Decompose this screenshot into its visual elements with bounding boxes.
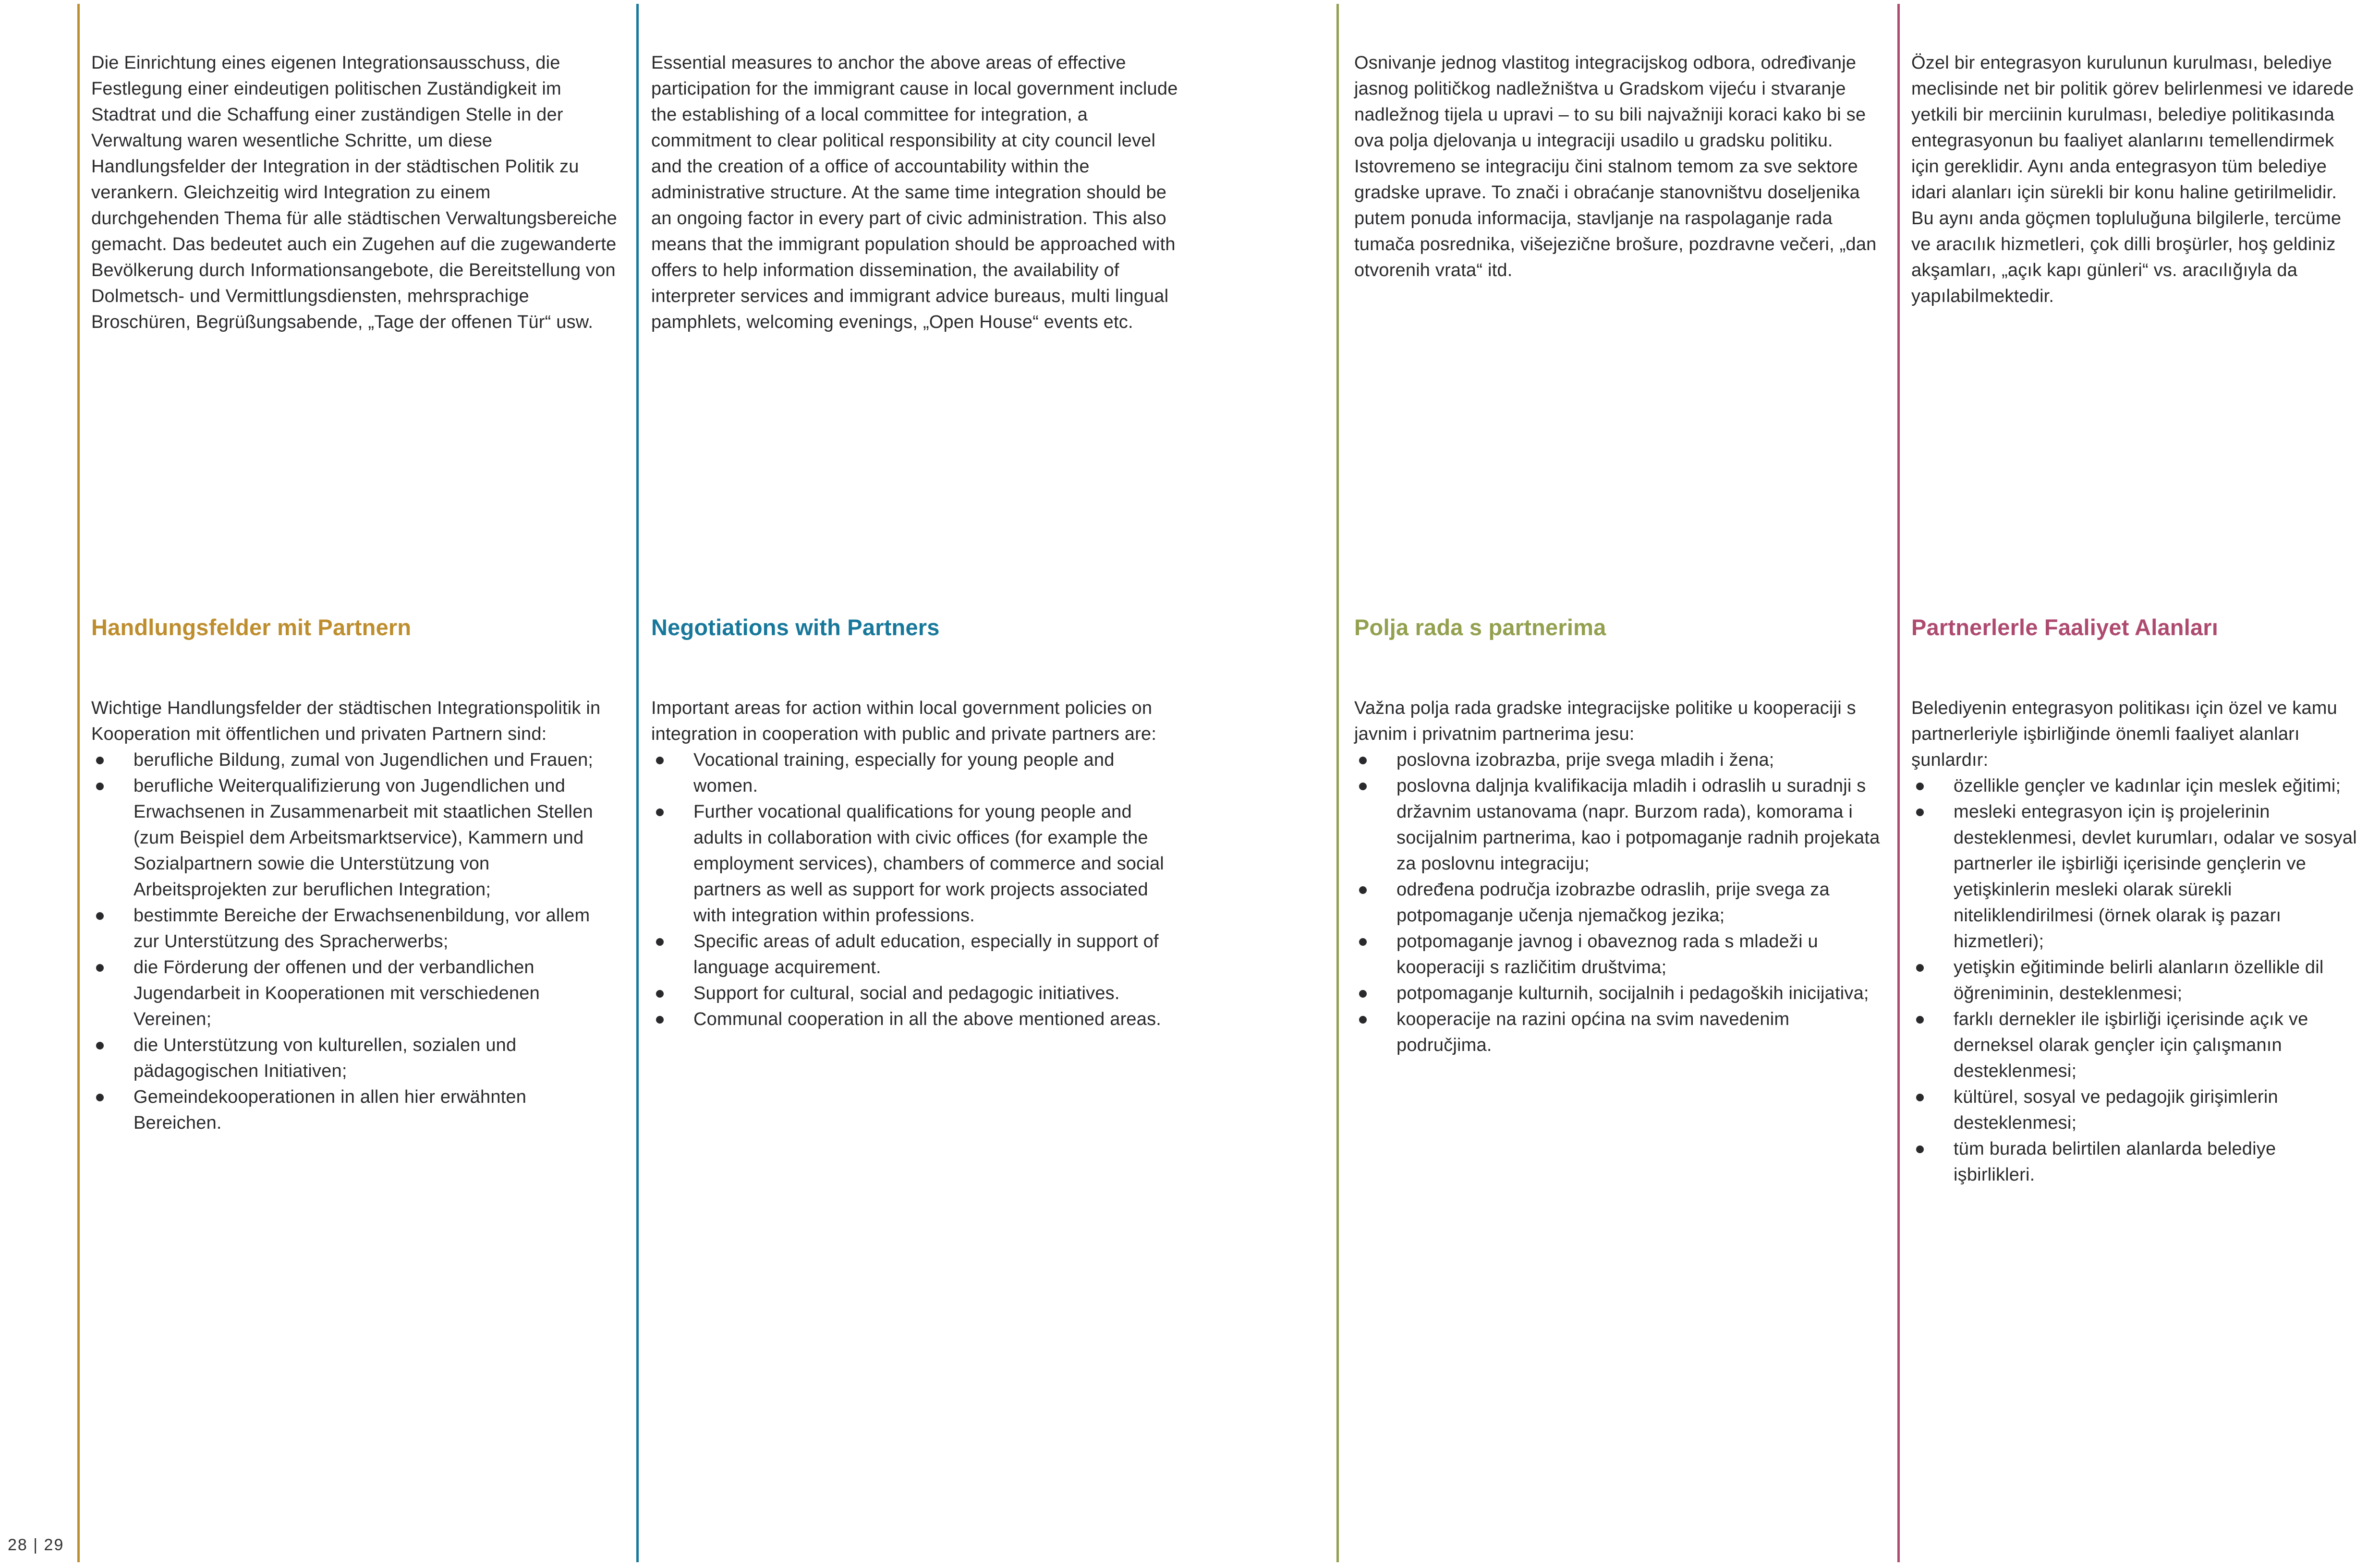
list-item: Communal cooperation in all the above mentioned areas. (651, 1006, 1179, 1032)
list-item: potpomaganje kulturnih, socijalnih i pedagoških inicijativa; (1354, 980, 1885, 1006)
page-number: 28 | 29 (8, 1536, 64, 1554)
list-item: Specific areas of adult education, especially in support of language acquirement. (651, 929, 1179, 980)
section-heading: Polja rada s partnerima (1354, 615, 1606, 640)
list-item: özellikle gençler ve kadınlar için meslek eğitimi; (1911, 773, 2358, 799)
accent-rule-german (77, 4, 80, 1562)
list-item: kooperacije na razini općina na svim navedenim područjima. (1354, 1006, 1885, 1058)
list-item: Support for cultural, social and pedagogic initiatives. (651, 980, 1179, 1006)
section-heading: Negotiations with Partners (651, 615, 940, 640)
partners-section (1354, 695, 1885, 1058)
list-item: farklı dernekler ile işbirliği içerisinde açık ve derneksel olarak gençler için çalışmanın desteklenmesi; (1911, 1006, 2358, 1084)
list-item: berufliche Bildung, zumal von Jugendlichen und Frauen; (91, 747, 617, 773)
list-item: yetişkin eğitiminde belirli alanların özellikle dil öğreniminin, desteklenmesi; (1911, 954, 2358, 1006)
list-item: određena područja izobrazbe odraslih, prije svega za potpomaganje učenja njemačkog jezika; (1354, 877, 1885, 929)
list-intro-paragraph: Važna polja rada gradske integracijske politike u kooperaciji s javnim i privatnim partnerima jesu: (1354, 698, 1856, 744)
section-heading: Partnerlerle Faaliyet Alanları (1911, 615, 2219, 640)
column-german (91, 0, 617, 1568)
column-croatian (1354, 0, 1885, 1568)
list-item: potpomaganje javnog i obaveznog rada s mladeži u kooperaciji s različitim društvima; (1354, 929, 1885, 980)
list-item: bestimmte Bereiche der Erwachsenenbildung, vor allem zur Unterstützung des Spracherwerbs; (91, 903, 617, 954)
column-english (651, 0, 1179, 1568)
intro-paragraph: Osnivanje jednog vlastitog integracijskog odbora, određivanje jasnog političkog nadležništva u Gradskom vijeću i stvaranje nadležnog tijela u upravi – to su bili najvažniji koraci kako bi se ova polja djelovanja u integraciji usadilo u gradsku politiku. Istovremeno se integraciju čini stalnom temom za sve sektore gradske uprave. To znači i obraćanje stanovništvu doseljenika putem ponuda informacija, stavljanje na raspolaganje rada tumača posrednika, višejezične brošure, pozdravne večeri, „dan otvorenih vrata“ itd. (1354, 53, 1877, 280)
partners-section (91, 695, 617, 1136)
partners-section (651, 695, 1179, 1032)
list-intro-paragraph: Important areas for action within local government policies on integration in cooperation with public and private partners are: (651, 698, 1157, 744)
list-item: Gemeindekooperationen in allen hier erwähnten Bereichen. (91, 1084, 617, 1136)
accent-rule-turkish (1897, 4, 1900, 1562)
bullet-list (1911, 773, 2358, 1188)
list-item: tüm burada belirtilen alanlarda belediye işbirlikleri. (1911, 1136, 2358, 1188)
list-item: die Unterstützung von kulturellen, sozialen und pädagogischen Initiativen; (91, 1032, 617, 1084)
accent-rule-english (636, 4, 639, 1562)
list-item: die Förderung der offenen und der verbandlichen Jugendarbeit in Kooperationen mit verschiedenen Vereinen; (91, 954, 617, 1032)
list-item: mesleki entegrasyon için iş projelerinin desteklenmesi, devlet kurumları, odalar ve sosyal partnerler ile işbirliği içerisinde gençlerin ve yetişkinlerin mesleki olarak sürekli niteliklendirilmesi (örnek olarak iş pazarı hizmetleri); (1911, 799, 2358, 954)
intro-paragraph: Essential measures to anchor the above areas of effective participation for the immigrant cause in local government include the establishing of a local committee for integration, a commitment to clear political responsibility at city council level and the creation of a office of accountability within the administrative structure. At the same time integration should be an ongoing factor in every part of civic administration. This also means that the immigrant population should be approached with offers to help information dissemination, the availability of interpreter services and immigrant advice bureaus, multi lingual pamphlets, welcoming evenings, „Open House“ events etc. (651, 53, 1178, 332)
bullet-list (91, 747, 617, 1136)
list-item: berufliche Weiterqualifizierung von Jugendlichen und Erwachsenen in Zusammenarbeit mit staatlichen Stellen (zum Beispiel dem Arbeitsmarktservice), Kammern und Sozialpartnern sowie die Unterstützung von Arbeitsprojekten zur beruflichen Integration; (91, 773, 617, 903)
list-intro-paragraph: Belediyenin entegrasyon politikası için özel ve kamu partnerleriyle işbirliğinde önemli faaliyet alanları şunlardır: (1911, 698, 2337, 770)
bullet-list (651, 747, 1179, 1032)
list-item: poslovna daljnja kvalifikacija mladih i odraslih u suradnji s državnim ustanovama (napr. Burzom rada), komorama i socijalnim partnerima, kao i potpomaganje radnih projekata za poslovnu integraciju; (1354, 773, 1885, 877)
section-heading: Handlungsfelder mit Partnern (91, 615, 412, 640)
list-item: Further vocational qualifications for young people and adults in collaboration with civic offices (for example the employment services), chambers of commerce and social partners as well as support for work projects associated with integration within professions. (651, 799, 1179, 929)
accent-rule-croatian (1336, 4, 1339, 1562)
column-turkish (1911, 0, 2358, 1568)
intro-paragraph: Özel bir entegrasyon kurulunun kurulması, belediye meclisinde net bir politik görev belirlenmesi ve idarede yetkili bir merciinin kurulması, belediye politikasında entegrasyonun bu faaliyet alanlarını temellendirmek için gereklidir. Aynı anda entegrasyon tüm belediye idari alanları için sürekli bir konu haline getirilmelidir. Bu aynı anda göçmen topluluğuna bilgilerle, tercüme ve aracılık hizmetleri, çok dilli broşürler, hoş geldiniz akşamları, „açık kapı günleri“ vs. aracılığıyla da yapılabilmektedir. (1911, 53, 2354, 306)
list-item: kültürel, sosyal ve pedagojik girişimlerin desteklenmesi; (1911, 1084, 2358, 1136)
intro-paragraph: Die Einrichtung eines eigenen Integrationsausschuss, die Festlegung einer eindeutigen politischen Zuständigkeit im Stadtrat und die Schaffung einer zuständigen Stelle in der Verwaltung waren wesentliche Schritte, um diese Handlungsfelder der Integration in der städtischen Politik zu verankern. Gleichzeitig wird Integration zu einem durchgehenden Thema für alle städtischen Verwaltungsbereiche gemacht. Das bedeutet auch ein Zugehen auf die zugewanderte Bevölkerung durch Informationsangebote, die Bereitstellung von Dolmetsch- und Vermittlungsdiensten, mehrsprachige Broschüren, Begrüßungsabende, „Tage der offenen Tür“ usw. (91, 53, 617, 332)
list-item: poslovna izobrazba, prije svega mladih i žena; (1354, 747, 1885, 773)
list-item: Vocational training, especially for young people and women. (651, 747, 1179, 799)
list-intro-paragraph: Wichtige Handlungsfelder der städtischen Integrationspolitik in Kooperation mit öffentlichen und privaten Partnern sind: (91, 698, 601, 744)
partners-section (1911, 695, 2358, 1188)
bullet-list (1354, 747, 1885, 1058)
